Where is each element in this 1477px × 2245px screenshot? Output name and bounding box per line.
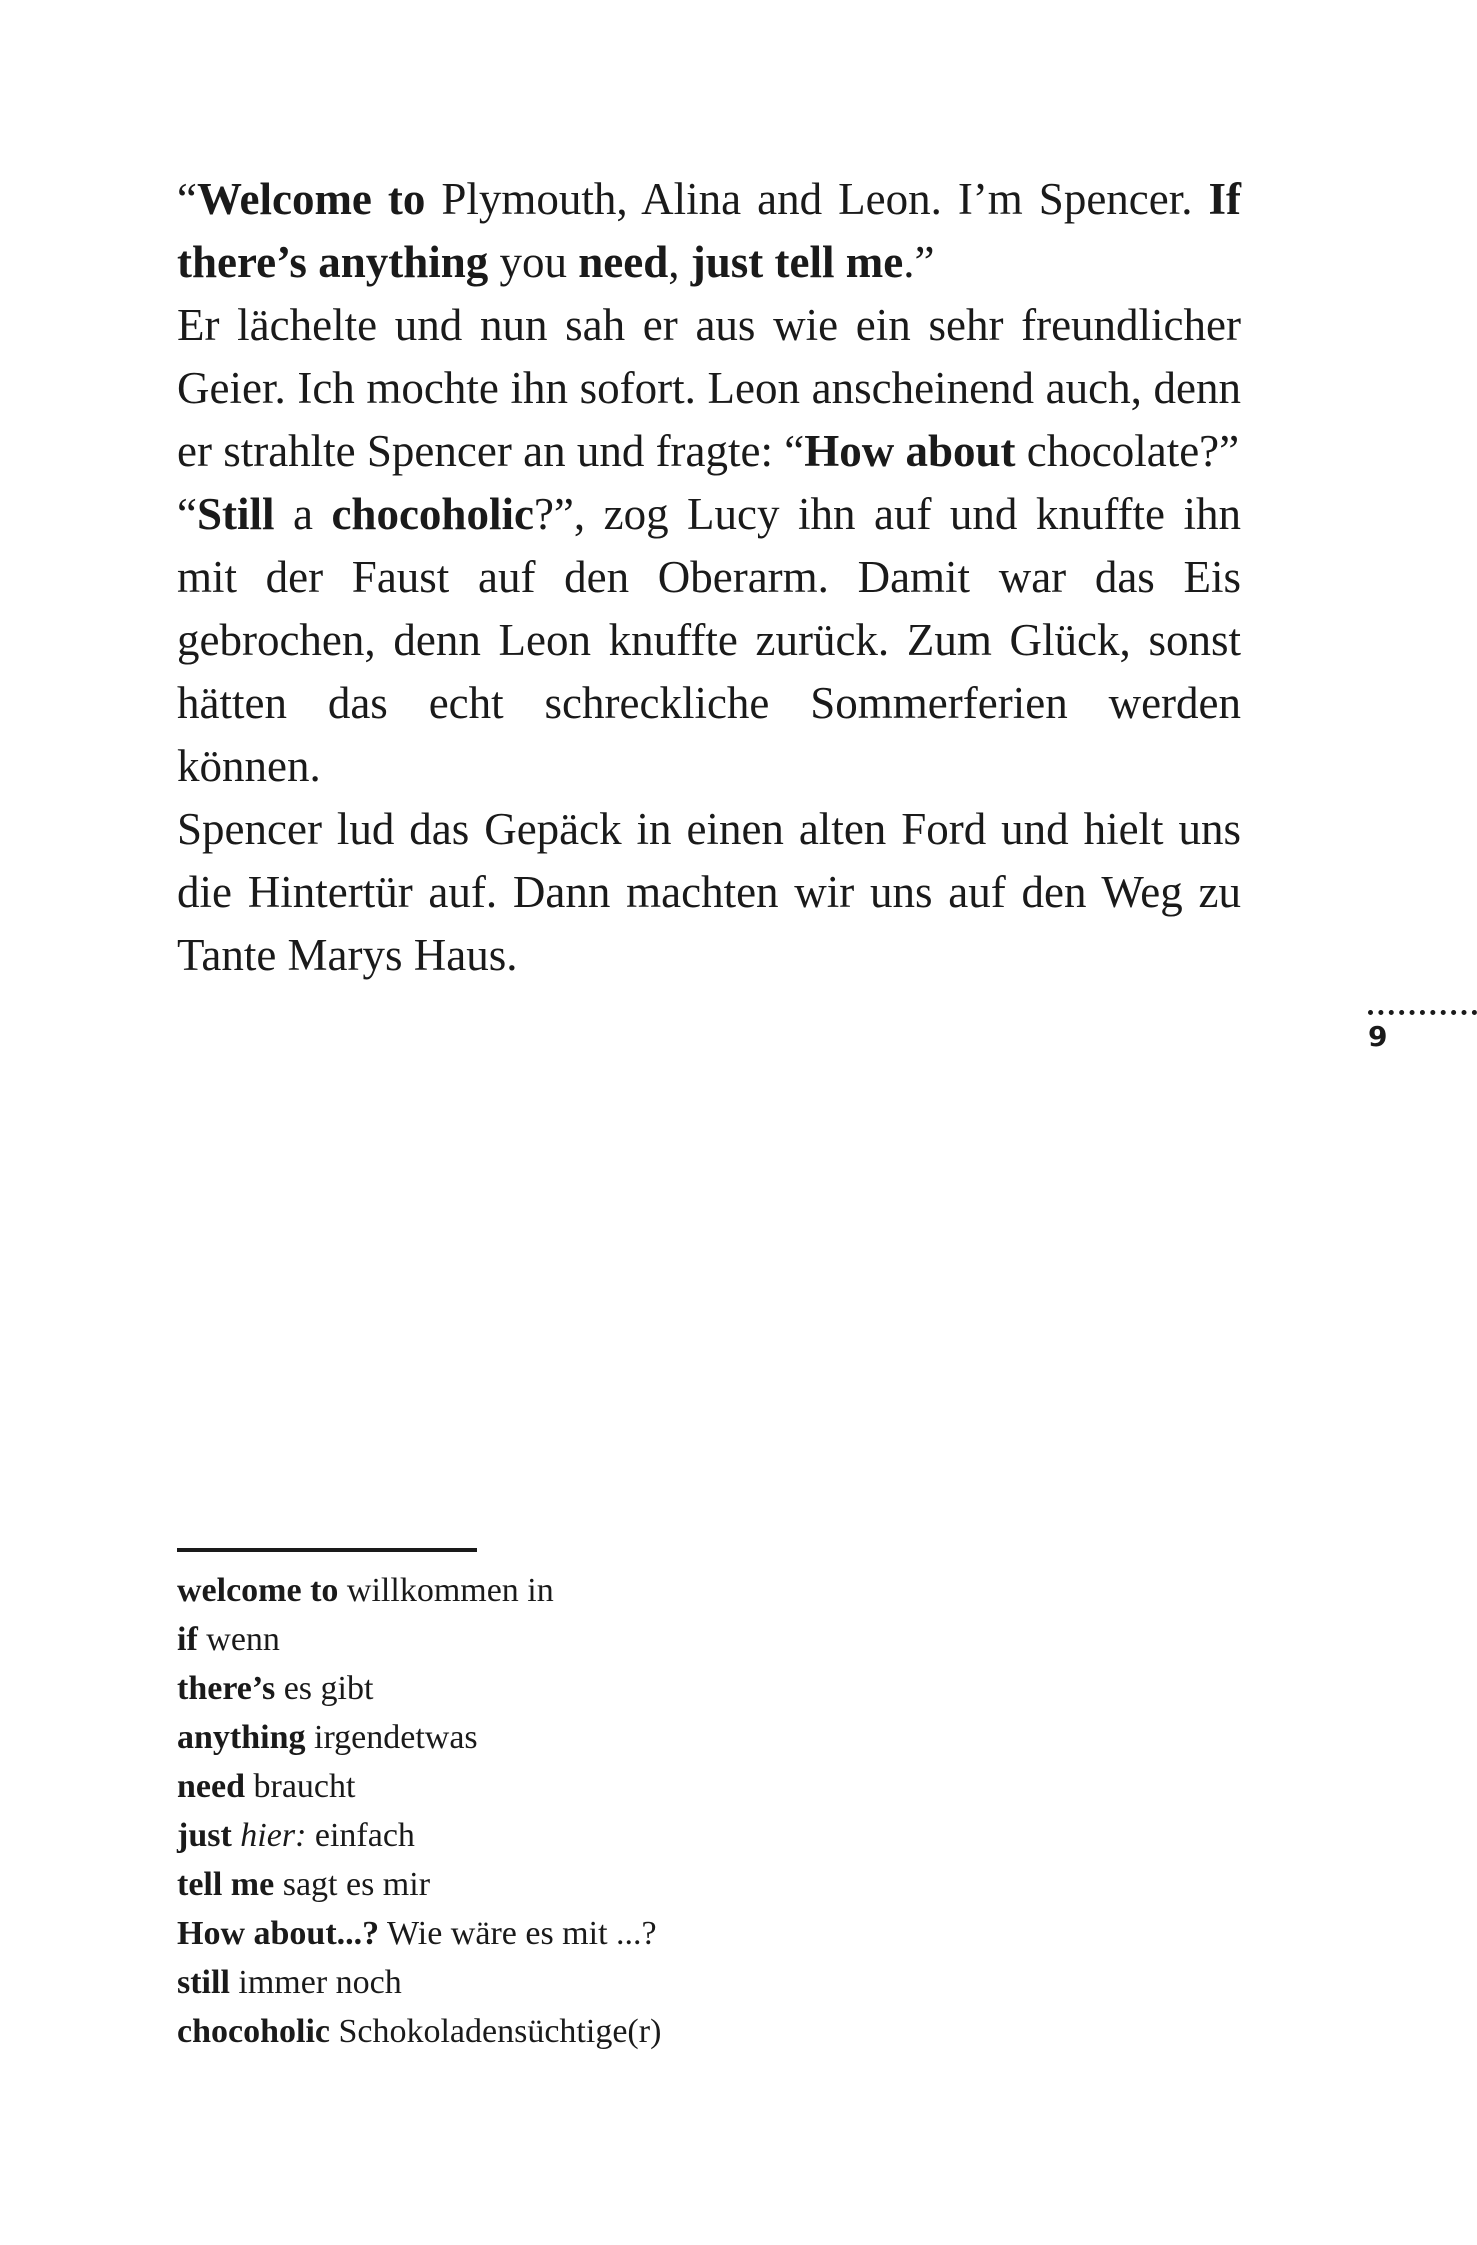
paragraph xyxy=(177,294,1241,483)
bold-phrase: Welcome to xyxy=(196,174,426,224)
footnote-divider xyxy=(177,1548,477,1552)
glossary-term: tell me xyxy=(177,1866,275,1903)
glossary-definition: Wie wäre es mit ...? xyxy=(387,1915,657,1952)
text-segment: Er lächelte und nun sah er aus wie ein sehr freundlicher Geier. Ich mochte ihn sofort. Leon anscheinend auch, denn er strahlte Spencer an und fragte: “ xyxy=(177,300,1241,476)
glossary-term: chocoholic xyxy=(177,2013,330,2050)
glossary-term: there’s xyxy=(177,1670,276,1707)
glossary-definition: es gibt xyxy=(283,1670,374,1707)
bold-phrase: How about xyxy=(804,426,1016,476)
text-segment: “ xyxy=(177,489,197,539)
glossary-entry xyxy=(177,1958,661,2007)
bold-phrase: need xyxy=(578,237,669,287)
glossary-term: welcome to xyxy=(177,1572,339,1609)
glossary-entry xyxy=(177,1713,661,1762)
glossary-term: How about...? xyxy=(177,1915,380,1952)
glossary-entry xyxy=(177,1615,661,1664)
paragraph xyxy=(177,483,1241,798)
bold-phrase: If there’s anything xyxy=(177,174,1241,287)
paragraph xyxy=(177,168,1241,294)
glossary-definition: irgendetwas xyxy=(314,1719,478,1756)
bold-phrase: chocoholic xyxy=(331,489,534,539)
paragraph xyxy=(177,798,1241,987)
glossary-definition: immer noch xyxy=(238,1964,402,2001)
dotted-rule xyxy=(1368,1010,1477,1015)
glossary-entry xyxy=(177,1811,661,1860)
glossary-definition: willkommen in xyxy=(346,1572,554,1609)
page-marker xyxy=(1368,1010,1477,1053)
text-segment: “ xyxy=(177,174,197,224)
glossary-term: still xyxy=(177,1964,230,2001)
text-segment: Spencer lud das Gepäck in einen alten Ford und hielt uns die Hintertür auf. Dann machten wir uns auf den Weg zu Tante Marys Haus. xyxy=(177,804,1241,980)
text-segment: a xyxy=(274,489,332,539)
text-segment: ?”, zog Lucy ihn auf und knuffte ihn mit der Faust auf den Oberarm. Damit war das Eis gebrochen, denn Leon knuffte zurück. Zum Glück, sonst hätten das echt schreckliche Sommerferien werden können. xyxy=(177,489,1241,791)
glossary-entry xyxy=(177,1566,661,1615)
glossary-definition: Schokoladensüchtige(r) xyxy=(338,2013,662,2050)
glossary-list xyxy=(177,1566,661,2056)
glossary-term: need xyxy=(177,1768,245,1805)
story-text xyxy=(177,168,1241,987)
glossary-definition: braucht xyxy=(253,1768,356,1805)
glossary-entry xyxy=(177,1909,661,1958)
glossary-term: anything xyxy=(177,1719,306,1756)
glossary-note: hier: xyxy=(240,1817,307,1854)
bold-phrase: just tell me xyxy=(690,237,904,287)
glossary-entry xyxy=(177,1762,661,1811)
glossary-entry xyxy=(177,1860,661,1909)
text-segment: you xyxy=(488,237,579,287)
glossary-definition: einfach xyxy=(314,1817,415,1854)
bold-phrase: Still xyxy=(196,489,275,539)
page-number: 9 xyxy=(1368,1020,1388,1053)
glossary-entry xyxy=(177,2007,661,2056)
glossary-term: if xyxy=(177,1621,198,1658)
text-segment: chocolate?” xyxy=(1015,426,1240,476)
text-segment: .” xyxy=(903,237,935,287)
glossary-term: just xyxy=(177,1817,232,1854)
text-segment: , xyxy=(668,237,691,287)
glossary-entry xyxy=(177,1664,661,1713)
glossary-definition: wenn xyxy=(206,1621,280,1658)
glossary-definition: sagt es mir xyxy=(282,1866,431,1903)
text-segment: Plymouth, Alina and Leon. I’m Spencer. xyxy=(425,174,1209,224)
